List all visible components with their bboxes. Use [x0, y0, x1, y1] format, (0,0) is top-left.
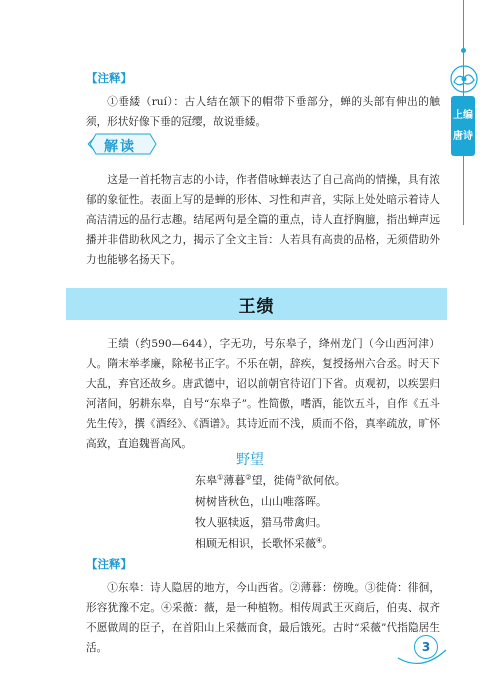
reading-text: 这是一首托物言志的小诗，作者借咏蝉表达了自己高尚的情操，具有浓郁的象征性。表面上写的是蝉的形体、习性和声音，实际上处处暗示着诗人高洁清远的品行志趣。结尾两句是全篇的重点，诗人直抒胸臆，指出蝉声远播并非借助秋风之力，揭示了全文主旨：人若具有高贵的品格，无须借助外力也能够名扬天下。 [86, 174, 440, 266]
poem-line-4: 相顾无相识，长歌怀采薇④。 [195, 536, 334, 550]
author-name: 王绩 [238, 296, 275, 317]
page-number: 3 [414, 635, 438, 659]
note-label-1: 【注释】 [86, 71, 132, 85]
side-dot [461, 48, 466, 53]
cloud-emblem-icon [447, 62, 481, 96]
poem-line-2: 树树皆秋色，山山唯落晖。 [195, 495, 327, 508]
poem-title: 野望 [236, 452, 264, 468]
poem-line-1: 东皋①薄暮②望，徙倚③欲何依。 [195, 473, 346, 487]
section-label: 唐诗 [453, 131, 473, 142]
author-bio: 王绩（约590—644），字无功，号东皋子，绛州龙门（今山西河津）人。隋末举孝廉，除秘书正字。不乐在朝，辞疾，复授扬州六合丞。时天下大乱，弃官还故乡。唐武德中，诏以前朝官待诏门下省。贞观初，以疾罢归河渚间，躬耕东皋，自号“东皋子”。性简傲，嗜酒，能饮五斗，自作《五斗先生传》，撰《酒经》、《酒谱》。其诗近而不浅，质而不俗，真率疏放，旷怀高致，直追魏晋高风。 [86, 338, 440, 450]
note-text-1: ①垂緌（ruí）：古人结在颔下的帽带下垂部分，蝉的头部有伸出的触须，形状好像下垂的冠缨，故说垂緌。 [86, 96, 440, 128]
author-banner [66, 288, 447, 320]
reading-heading [86, 130, 160, 158]
section-tab [451, 96, 475, 156]
note-text-2: ①东皋：诗人隐居的地方，今山西省。②薄暮：傍晚。③徙倚：徘徊，形容犹豫不定。④采薇：薇，是一种植物。相传周武王灭商后，伯夷、叔齐不愿做周的臣子，在首阳山上采薇而食，最后饿死。古时“采薇”代指隐居生活。 [86, 582, 440, 654]
poem-line-3: 牧人驱犊返，猎马带禽归。 [195, 516, 327, 529]
note-label-2: 【注释】 [86, 557, 132, 571]
volume-label: 上编 [453, 110, 473, 121]
poem-body [195, 470, 346, 554]
reading-heading-label: 解读 [104, 139, 136, 155]
